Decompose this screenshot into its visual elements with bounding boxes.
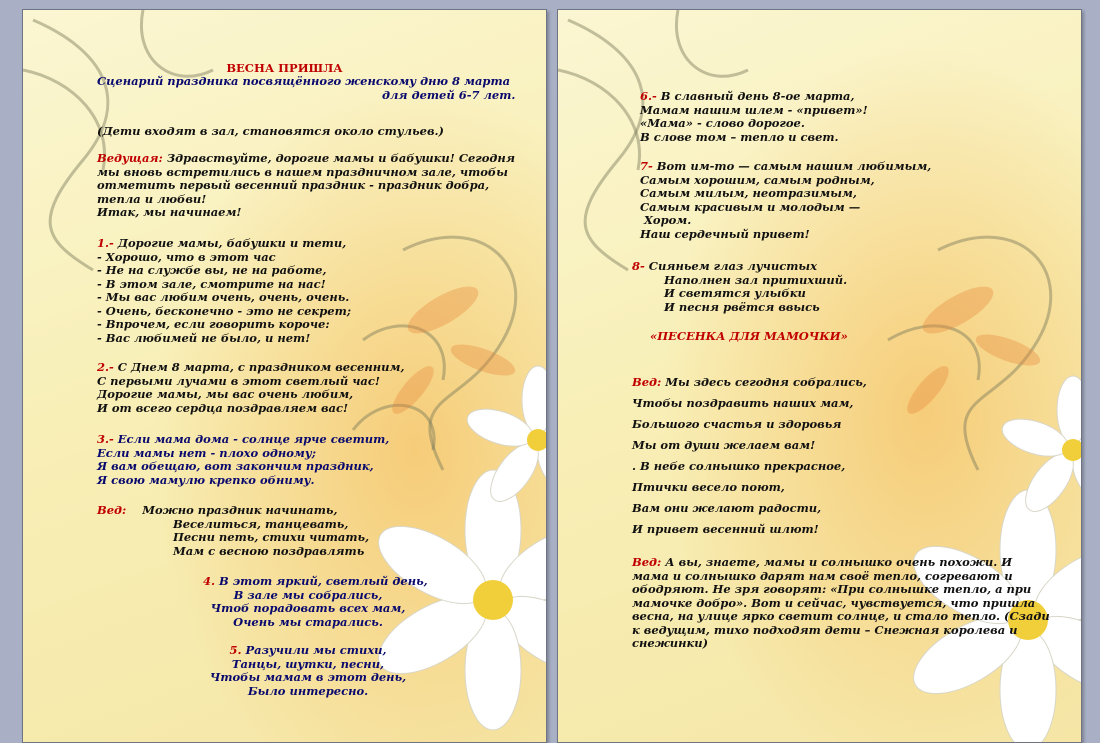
page-left xyxy=(22,9,547,743)
script-subtitle: Сценарий праздника посвящённого женскому дню 8 марта для детей 6-7 лет. xyxy=(97,74,516,102)
verse-1: 1.- Дорогие мамы, бабушки и тети, - Хорошо, что в этот час - Не на службе вы, не на работе, - В этом зале, смотрите на нас! - Мы вас любим очень, очень, очень. - Очень, бесконечно - это не секрет; - Впрочем, если говорить короче: - Вас любимей не было, и нет! xyxy=(97,236,351,345)
host-sun: Вед: А вы, знаете, мамы и солнышко очень похожи. И мама и солнышко дарят нам своё тепло, согревают и ободряют. Не зря говорят: «При солнышке тепло, а при мамочке добро». Вот и сейчас, чувствуется, что пришла весна, на улице ярко светит солнце, и стало тепло. (Сзади к ведущим, тихо подходят дети – Снежная королева и снежинки) xyxy=(632,555,1050,650)
host-start: Вед: Можно праздник начинать, Веселиться, танцевать, Песни петь, стихи читать, Мам с весною поздравлять xyxy=(97,503,370,558)
song-title: «ПЕСЕНКА ДЛЯ МАМОЧКИ» xyxy=(650,329,848,343)
page-right xyxy=(557,9,1082,743)
verse-8: 8- Сияньем глаз лучистых Наполнен зал притихший. И светятся улыбки И песня рвётся ввысь xyxy=(632,259,848,314)
speaker-label: Вед: xyxy=(632,555,662,569)
verse-6: 6.- В славный день 8-ое марта, Мамам нашим шлем - «привет»! «Мама» - слово дорогое. В слове том – тепло и свет. xyxy=(640,89,868,144)
verse-7: 7- Вот им-то — самым нашим любимым, Самым хорошим, самым родным, Самым милым, неотразимым, Самым красивым и молодым — Хором. Наш сердечный привет! xyxy=(640,159,932,241)
verse-2: 2.- С Днем 8 марта, с праздником весенним, С первыми лучами в этот светлый час! Дорогие мамы, мы вас очень любим, И от всего сердца поздравляем вас! xyxy=(97,360,405,415)
script-title: ВЕСНА ПРИШЛА xyxy=(226,61,343,75)
host-intro: Ведущая: Здравствуйте, дорогие мамы и бабушки! Сегодня мы вновь встретились в нашем праздничном зале, чтобы отметить первый весенний праздник - праздник добра, тепла и любви! Итак, мы начинаем! xyxy=(97,151,515,219)
verse-3: 3.- Если мама дома - солнце ярче светит, Если мамы нет - плохо одному; Я вам обещаю, вот закончим праздник, Я свою мамулю крепко обниму. xyxy=(97,432,390,487)
speaker-label: Вед: xyxy=(632,375,662,389)
song-lyrics: Вед: Мы здесь сегодня собрались, Чтобы поздравить наших мам, Большого счастья и здоровья Мы от души желаем вам! . В небе солнышко прекрасное, Птички весело поют, Вам они желают радости, И привет весенний шлют! xyxy=(632,375,867,536)
speaker-label: Вед: xyxy=(97,503,127,517)
verse-4: 4. В этот яркий, светлый день, В зале мы собрались, Чтоб порадовать всех мам, Очень мы старались. xyxy=(203,574,428,629)
speaker-label: Ведущая: xyxy=(97,151,163,165)
verse-5: 5. Разучили мы стихи, Танцы, шутки, песни, Чтобы мамам в этот день, Было интересно. xyxy=(209,643,407,698)
stage-direction: (Дети входят в зал, становятся около стульев.) xyxy=(97,124,444,138)
